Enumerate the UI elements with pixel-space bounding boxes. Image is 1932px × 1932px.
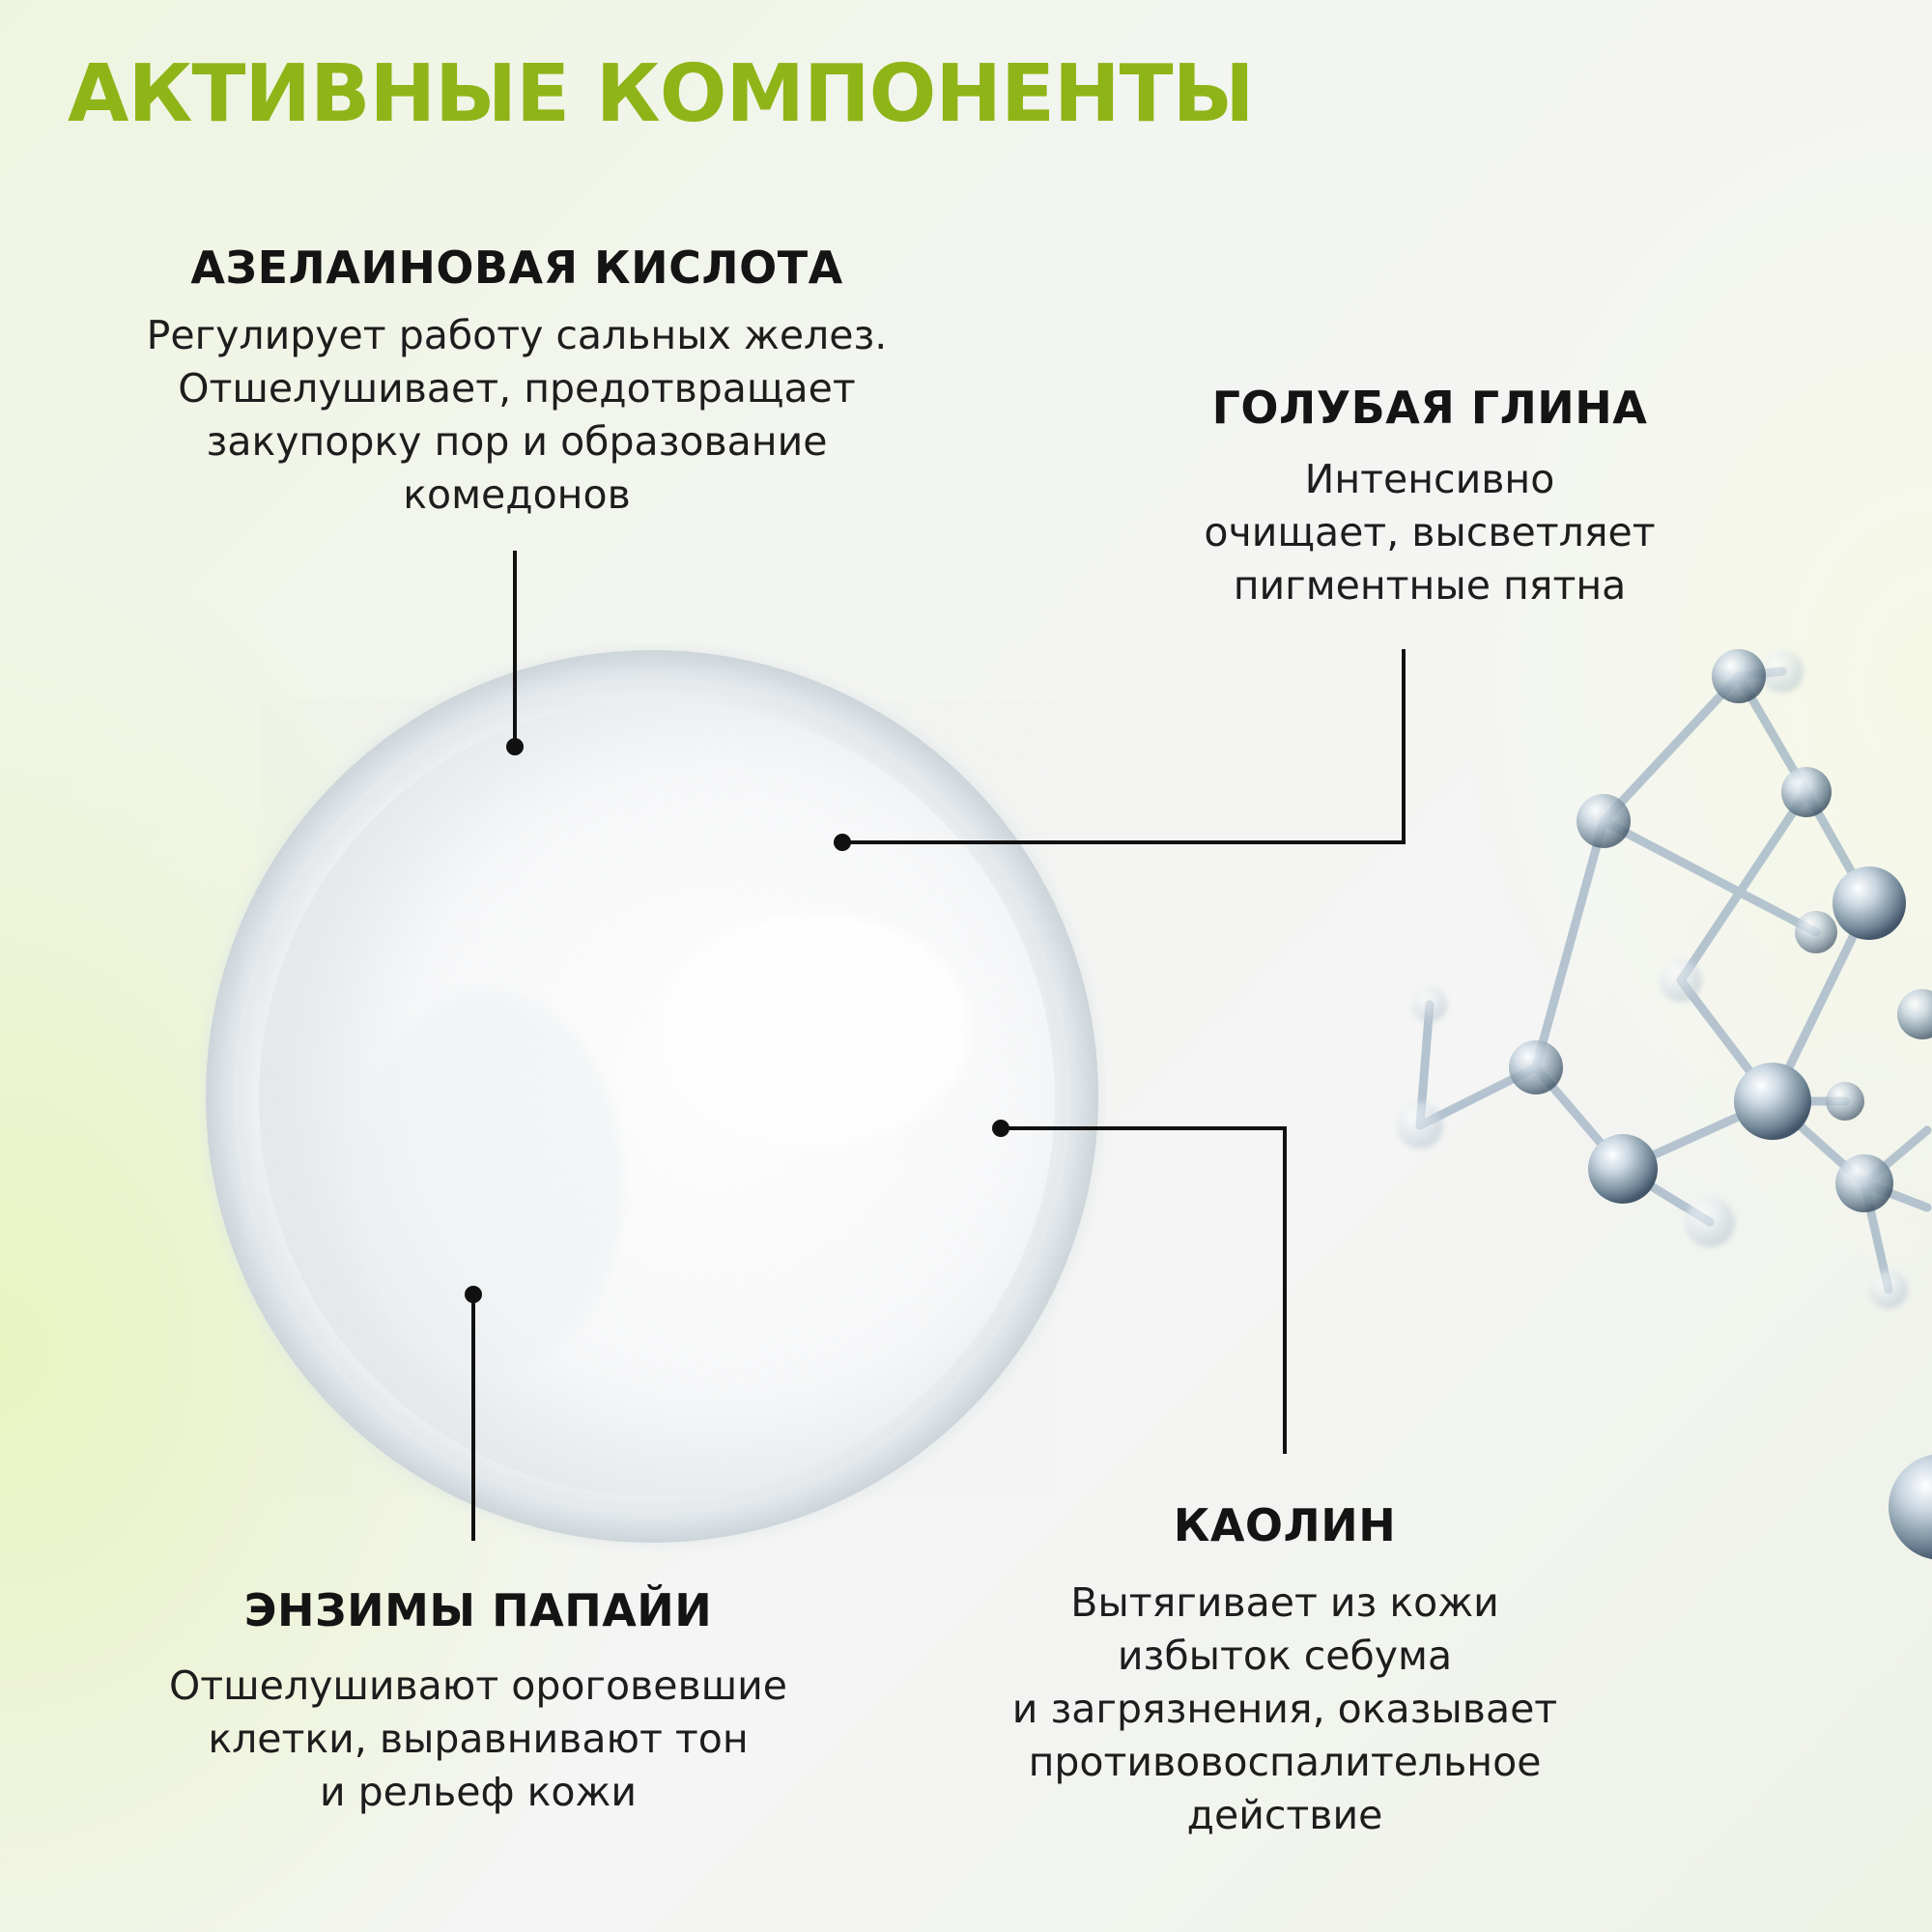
component-papaya-enzymes <box>106 1584 850 1819</box>
component-description <box>956 1577 1613 1842</box>
pointer-dot-azelaic <box>506 738 524 755</box>
component-name: КАОЛИН <box>1173 1499 1397 1551</box>
pointer-dot-kaolin <box>992 1120 1009 1137</box>
description-line: очищает, высветляет <box>1204 509 1656 555</box>
description-line: избыток себума <box>1117 1633 1453 1679</box>
description-line: закупорку пор и образование <box>206 418 828 465</box>
description-line: Регулирует работу сальных желез. <box>146 312 888 358</box>
leader-line-kaolin <box>1001 1128 1285 1454</box>
description-line: Отшелушивают ороговевшие <box>168 1662 787 1709</box>
component-kaolin <box>956 1499 1613 1842</box>
component-name: АЗЕЛАИНОВАЯ КИСЛОТА <box>190 242 843 294</box>
description-line: противовоспалительное <box>1028 1739 1542 1785</box>
page-title: АКТИВНЫЕ КОМПОНЕНТЫ <box>68 48 1254 140</box>
component-name: ЭНЗИМЫ ПАПАЙИ <box>243 1584 713 1636</box>
description-line: комедонов <box>403 471 631 518</box>
component-description <box>106 1660 850 1819</box>
pointer-dot-blue-clay <box>834 834 851 851</box>
description-line: Вытягивает из кожи <box>1070 1579 1499 1626</box>
description-line: и загрязнения, оказывает <box>1011 1686 1558 1732</box>
description-line: действие <box>1186 1792 1383 1838</box>
component-name: ГОЛУБАЯ ГЛИНА <box>1211 382 1648 434</box>
description-line: клетки, выравнивают тон <box>208 1716 749 1762</box>
component-azelaic-acid <box>87 242 947 522</box>
leader-line-blue-clay <box>842 649 1404 842</box>
description-line: и рельеф кожи <box>319 1769 638 1815</box>
pointer-dot-papain <box>465 1286 482 1303</box>
description-line: Отшелушивает, предотвращает <box>178 365 856 412</box>
component-description <box>87 309 947 522</box>
description-line: Интенсивно <box>1304 456 1555 502</box>
description-line: пигментные пятна <box>1233 562 1627 609</box>
component-description <box>1150 453 1710 612</box>
component-blue-clay <box>1150 382 1710 612</box>
